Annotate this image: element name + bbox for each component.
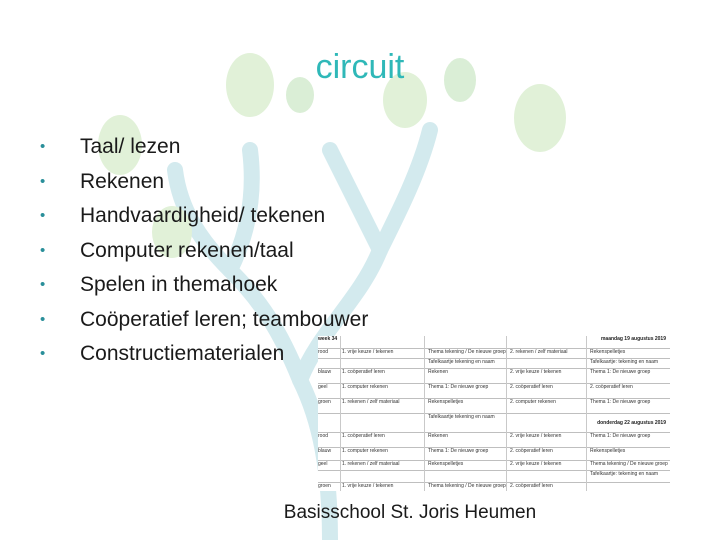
schedule-cell: Thema 1: De nieuwe groep xyxy=(590,369,651,375)
schedule-cell: 1. rekenen / zelf materiaal xyxy=(342,461,400,467)
schedule-cell: Thema 1: De nieuwe groep xyxy=(590,399,651,405)
schedule-cell: Tafelkaartje tekening en naam xyxy=(428,359,495,365)
schedule-cell: 1. vrije keuze / tekenen xyxy=(342,349,394,355)
bullet-icon: • xyxy=(40,241,46,259)
schedule-row xyxy=(318,368,670,379)
bullet-text: Handvaardigheid/ tekenen xyxy=(80,204,326,227)
schedule-cell: 2. coöperatief leren xyxy=(510,448,553,454)
schedule-cell: geel xyxy=(318,384,328,390)
bullet-icon: • xyxy=(40,207,46,224)
bullet-icon: • xyxy=(40,310,46,328)
schedule-cell: Rekenspelletjes xyxy=(590,448,626,454)
schedule-row xyxy=(318,413,670,424)
schedule-cell: 2. vrije keuze / tekenen xyxy=(510,369,562,375)
schedule-cell: Thema 1: De nieuwe groep xyxy=(428,384,489,390)
bullet-icon: • xyxy=(40,138,46,155)
footer-text: Basisschool St. Joris Heumen xyxy=(283,502,537,523)
bullet-icon: • xyxy=(40,276,46,293)
schedule-row xyxy=(318,470,670,481)
schedule-row xyxy=(318,383,670,394)
schedule-cell: 2. coöperatief leren xyxy=(510,384,553,390)
schedule-cell: 1. computer rekenen xyxy=(342,448,388,454)
schedule-cell: rood xyxy=(318,433,329,439)
schedule-cell: 2. vrije keuze / tekenen xyxy=(510,433,562,439)
schedule-cell: Tafelkaartje: tekening en naam xyxy=(590,471,659,477)
schedule-cell: Rekenspelletjes xyxy=(428,461,464,467)
schedule-cell: 2. rekenen / zelf materiaal xyxy=(510,349,568,355)
schedule-day-2: donderdag 22 augustus 2019 xyxy=(597,420,666,426)
leaf-shape xyxy=(514,84,566,152)
schedule-divider xyxy=(586,336,587,491)
schedule-cell: groen xyxy=(318,399,331,405)
schedule-divider xyxy=(506,336,507,491)
schedule-cell: blauw xyxy=(318,369,332,375)
schedule-cell: Rekenspelletjes xyxy=(590,349,626,355)
schedule-row xyxy=(318,398,670,409)
schedule-cell: 2. computer rekenen xyxy=(510,399,556,405)
schedule-row xyxy=(318,482,670,491)
bullet-text: Coöperatief leren; teambouwer xyxy=(80,307,369,331)
schedule-cell: Thema tekening / De nieuwe groep xyxy=(590,461,668,467)
schedule-cell: Rekenen xyxy=(428,369,449,375)
schedule-cell: Tafelkaartje: tekening en naam xyxy=(590,359,659,365)
bullet-text: Constructiematerialen xyxy=(80,342,285,365)
bullet-text: Rekenen xyxy=(80,169,165,193)
schedule-cell: Tafelkaartje tekening en naam xyxy=(428,414,495,420)
bullet-text: Computer rekenen/taal xyxy=(80,238,294,262)
schedule-cell: 1. coöperatief leren xyxy=(342,369,385,375)
bullet-icon: • xyxy=(40,172,46,190)
schedule-cell: groen xyxy=(318,483,331,489)
schedule-cell: 1. computer rekenen xyxy=(342,384,388,390)
schedule-image xyxy=(318,336,670,491)
schedule-cell: 1. rekenen / zelf materiaal xyxy=(342,399,400,405)
schedule-cell: Thema tekening / De nieuwe groep xyxy=(428,483,506,489)
schedule-cell: Thema 1: De nieuwe groep xyxy=(428,448,489,454)
schedule-cell: 2. coöperatief leren xyxy=(590,384,633,390)
bullet-icon: • xyxy=(40,345,46,362)
schedule-row xyxy=(318,432,670,443)
school-footer xyxy=(0,502,720,524)
bullet-text: Spelen in themahoek xyxy=(80,273,278,296)
schedule-cell: Thema tekening / De nieuwe groep xyxy=(428,349,506,355)
schedule-cell: 1. vrije keuze / tekenen xyxy=(342,483,394,489)
schedule-divider xyxy=(424,336,425,491)
schedule-week: week 34 xyxy=(318,336,338,342)
slide-title: circuit xyxy=(315,48,405,86)
schedule-cell: Rekenen xyxy=(428,433,449,439)
schedule-cell: Rekenspelletjes xyxy=(428,399,464,405)
schedule-cell: Thema 1: De nieuwe groep xyxy=(590,433,651,439)
schedule-day-1: maandag 19 augustus 2019 xyxy=(600,336,666,342)
bullet-text: Taal/ lezen xyxy=(80,135,181,158)
schedule-cell: geel xyxy=(318,461,328,467)
schedule-row xyxy=(318,447,670,458)
schedule-cell: 1. coöperatief leren xyxy=(342,433,385,439)
schedule-cell: 2. vrije keuze / tekenen xyxy=(510,461,562,467)
schedule-divider xyxy=(340,336,341,491)
schedule-cell: 2. coöperatief leren xyxy=(510,483,553,489)
schedule-cell: rood xyxy=(318,349,329,355)
schedule-cell: blauw xyxy=(318,448,332,454)
